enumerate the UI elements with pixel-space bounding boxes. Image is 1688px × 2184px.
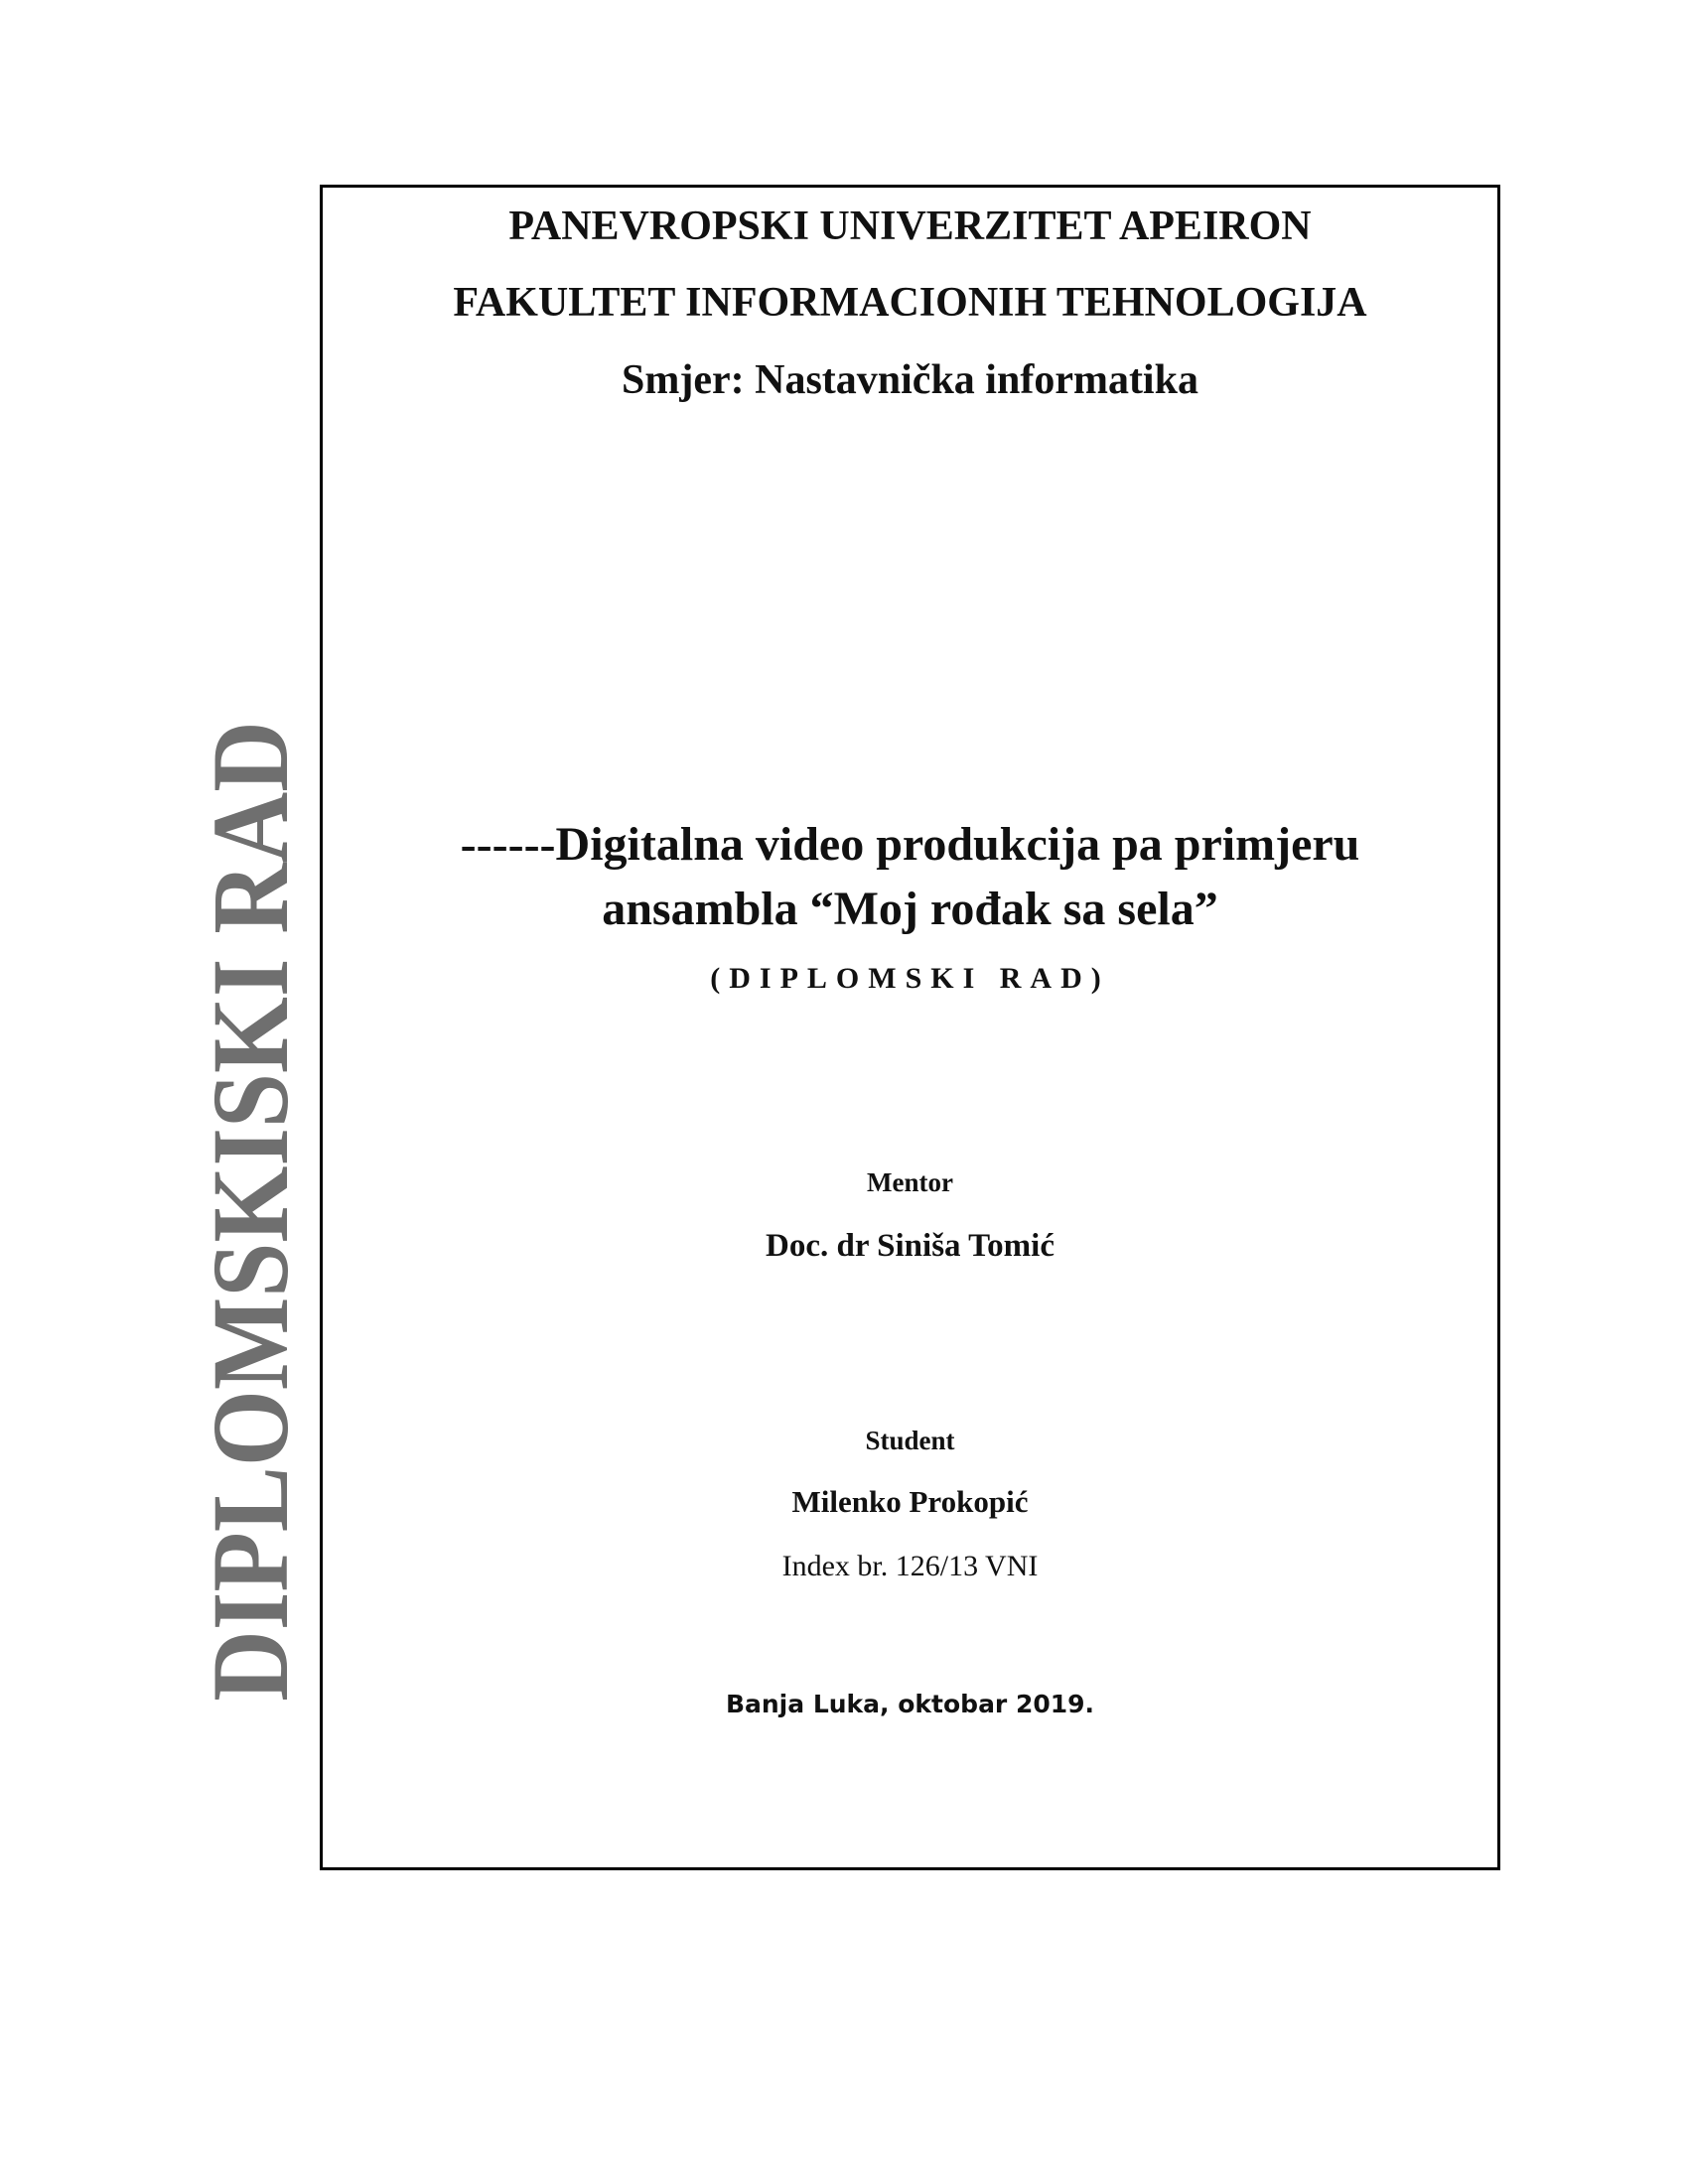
mentor-name: Doc. dr Siniša Tomić — [766, 1228, 1055, 1264]
thesis-subtitle: (DIPLOMSKI RAD) — [710, 962, 1110, 995]
thesis-title-line-1: ------Digitalna video produkcija pa primjeru — [460, 818, 1360, 871]
title-frame — [320, 185, 1500, 1870]
student-index: Index br. 126/13 VNI — [781, 1550, 1039, 1582]
mentor-label: Mentor — [867, 1167, 953, 1197]
student-label: Student — [865, 1426, 955, 1455]
faculty-name: FAKULTET INFORMACIONIH TEHNOLOGIJA — [453, 280, 1367, 326]
study-direction: Smjer: Nastavnička informatika — [622, 357, 1198, 403]
thesis-title-line-2: ansambla “Moj rođak sa sela” — [602, 883, 1218, 935]
university-name: PANEVROPSKI UNIVERZITET APEIRON — [508, 204, 1312, 249]
student-name: Milenko Prokopić — [791, 1484, 1029, 1519]
spine-title: DIPLOMSKISKI RAD — [190, 721, 311, 1702]
place-and-date: Banja Luka, oktobar 2019. — [725, 1690, 1095, 1718]
